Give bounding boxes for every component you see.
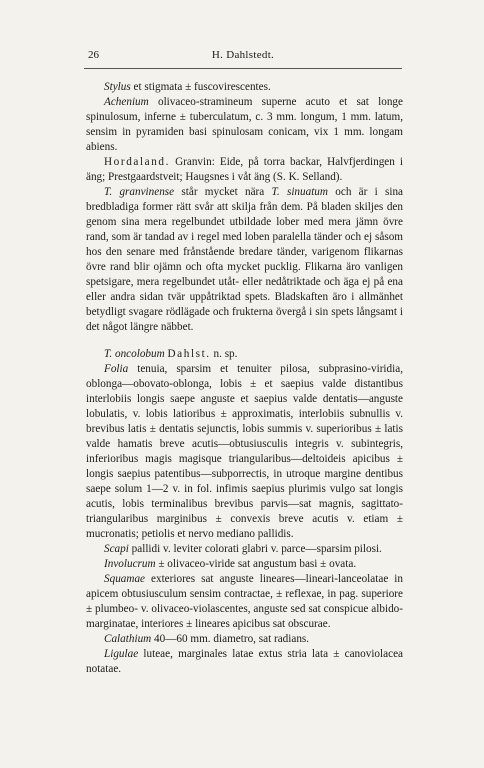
paragraph-achenium bbox=[86, 95, 403, 155]
text-run: ± olivaceo-viride sat angustum basi ± ovata. bbox=[155, 558, 357, 570]
paragraph-stylus bbox=[86, 80, 403, 95]
paragraph-involucrum bbox=[86, 557, 403, 572]
paragraph-scapi bbox=[86, 542, 403, 557]
body-text bbox=[86, 80, 403, 677]
text-run: exteriores sat anguste lineares—lineari-lanceolatae in apicem obtusiusculum sensim contractae, ± reflexae, in pag. superiore ± plumbeo- v. olivaceo-violascentes, anguste sed sat conspicue albido-marginatae, interiores ± lineares apicibus sat obscurae. bbox=[86, 573, 403, 630]
text-run: et stigmata ± fuscovirescentes. bbox=[130, 81, 271, 93]
text-run: Granvin: Eide, på torra backar, Halvfjerdingen i äng; Prestgaardstveit; Haugsnes i våt äng (S. K. Selland). bbox=[86, 156, 403, 183]
paragraph-locality bbox=[86, 155, 403, 185]
species-heading-oncolobum bbox=[86, 347, 403, 362]
paragraph-squamae bbox=[86, 572, 403, 632]
italic-term: T. sinuatum bbox=[271, 186, 328, 198]
italic-term: Calathium bbox=[104, 633, 152, 645]
italic-term: Involucrum bbox=[104, 558, 156, 570]
text-run: n. sp. bbox=[210, 348, 238, 360]
spaced-term: Dahlst. bbox=[167, 348, 211, 360]
page-number: 26 bbox=[88, 49, 99, 61]
running-head: H. Dahlstedt. bbox=[211, 49, 275, 61]
italic-term: T. oncolobum bbox=[104, 348, 165, 360]
text-run: 40—60 mm. diametro, sat radians. bbox=[151, 633, 310, 645]
paragraph-granvinense-discussion bbox=[86, 185, 403, 335]
text-run: olivaceo-stramineum superne acuto et sat longe spinulosum, inferne ± tuberculatum, c. 3 mm. longum, 1 mm. latum, sensim in pyramiden basi spinulosam conicam, vix 1 mm. longam abiens. bbox=[86, 96, 403, 153]
text-run: luteae, marginales latae extus stria lata ± canoviolacea notatae. bbox=[86, 648, 403, 675]
italic-term: Squamae bbox=[104, 573, 146, 585]
page-header bbox=[84, 48, 402, 69]
italic-term: Scapi bbox=[104, 543, 129, 555]
paragraph-calathium bbox=[86, 632, 403, 647]
italic-term: Ligulae bbox=[104, 648, 139, 660]
italic-term: Achenium bbox=[104, 96, 149, 108]
spaced-term: Hordaland. bbox=[104, 156, 171, 168]
paragraph-folia bbox=[86, 362, 403, 542]
text-run: pallidi v. leviter colorati glabri v. parce—sparsim pilosi. bbox=[128, 543, 382, 555]
text-run: tenuia, sparsim et tenuiter pilosa, subprasino-viridia, oblonga—obovato-oblonga, lobis ± et saepius valde distantibus interlobiis longis saepe anguste et saepius valde dentatis—anguste lobulatis, v. lobis latioribus ± approximatis, interlobiis subnullis v. brevibus latis ± dentatis sejunctis, lobis summis v. superioribus ± latis valde hamatis breve acutis—obtusiusculis integris v. subintegris, inferioribus magis magisque triangularibus—deltoideis apicibus ± longis saepius patentibus—subporrectis, in utroque margine dentibus saepe solum 1—2 v. in fol. infimis saepius plurimis vulgo sat longis acutis, lobis terminalibus brevibus parvis—sat magnis, sagittato-triangularibus marginibus ± convexis breve acutis v. etiam ± mucronatis; petiolis et nervo mediano pallidis. bbox=[86, 363, 403, 540]
italic-term: T. granvinense bbox=[104, 186, 175, 198]
text-run: och är i sina bredbladiga former rätt svår att skilja från dem. På bladen skiljes den genom sina mera regelbundet utbildade lober med mera jämn övre rand, som är tandad av i regel med loben paralella tänder och ej såsom hos den senare med frånstående bredare tänder, varigenom flikarnas övre rand blir ojämn och ofta mycket pucklig. Flikarna äro vanligen spetsigare, mera regelbundet utåt- eller nedåtriktade och äga ej på ena eller andra sidan tvär uppåtriktad spets. Bladskaften äro i allmänhet betydligt svagare rödlägade och frukterna övergå i sin spets långsamt i det något längre näbbet. bbox=[86, 186, 404, 333]
italic-term: Stylus bbox=[104, 81, 131, 93]
text-run: står mycket nära bbox=[174, 186, 272, 198]
italic-term: Folia bbox=[104, 363, 129, 375]
paragraph-ligulae bbox=[86, 647, 403, 677]
